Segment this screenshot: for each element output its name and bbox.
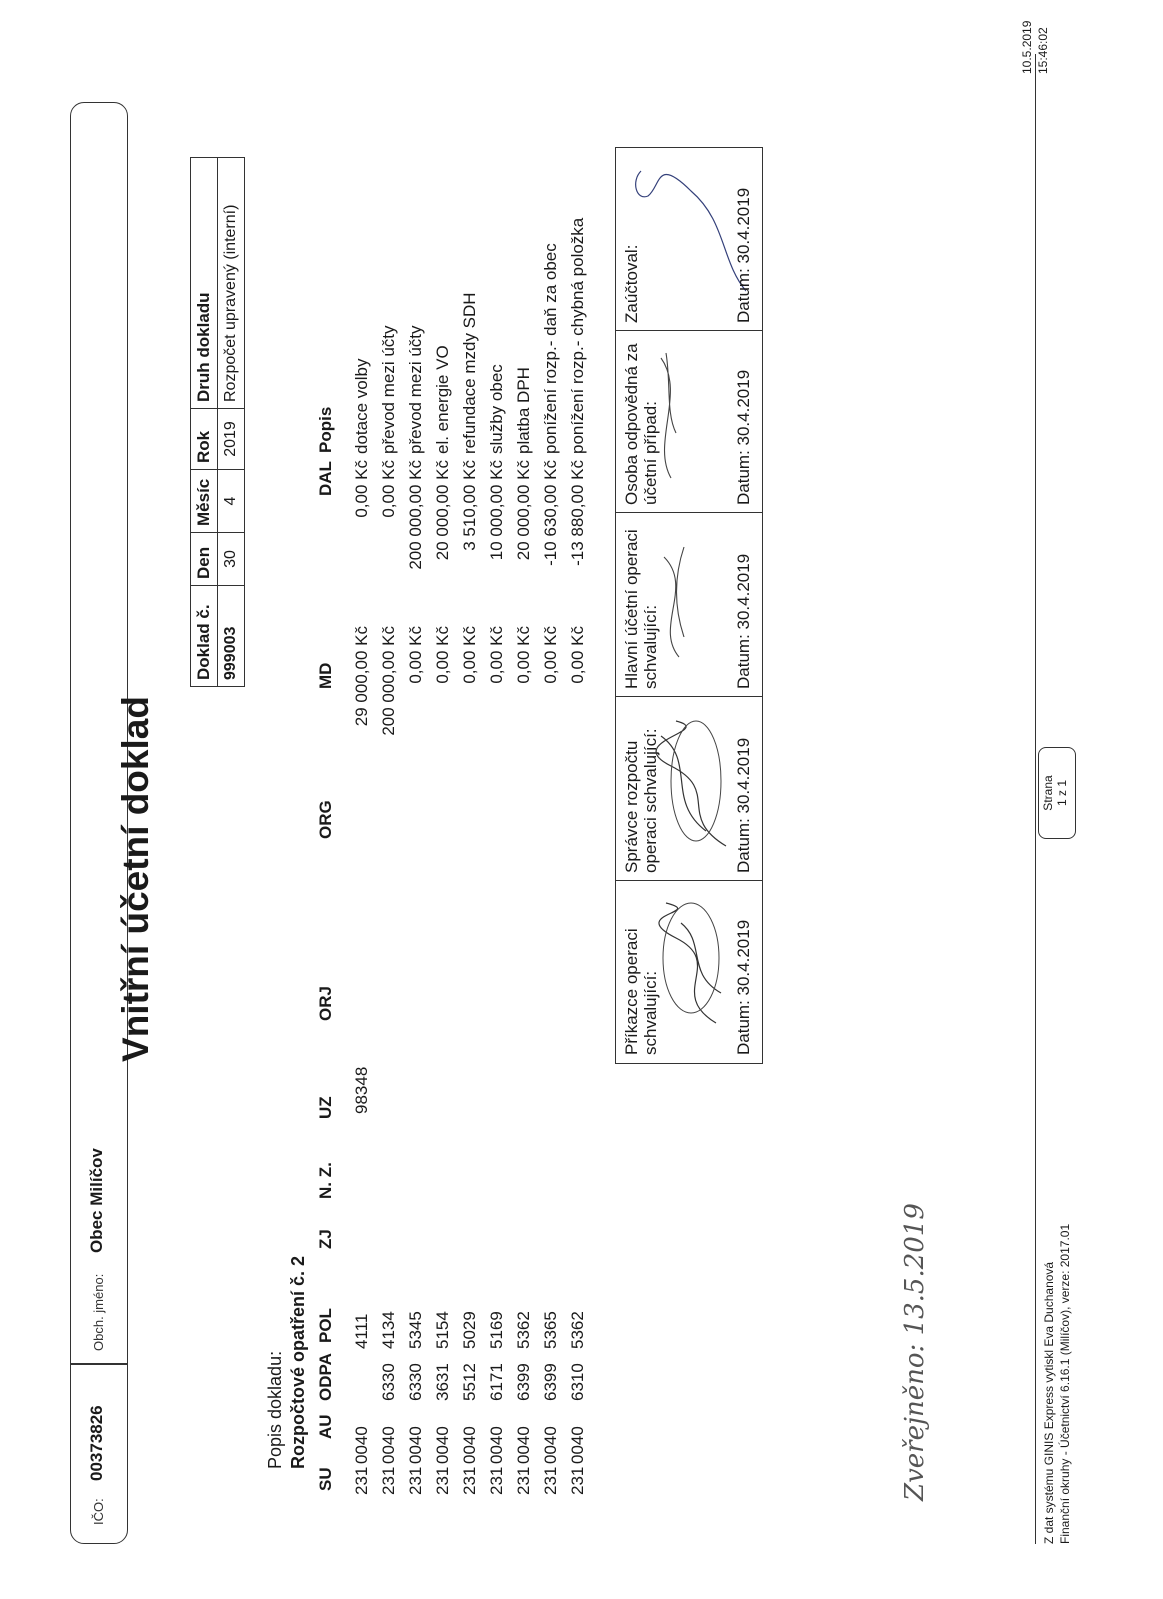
footer-system-info: Finanční okruhy - Účetnictví 6.16.1 (Milíčov), verze: 2017.01: [1058, 1223, 1072, 1544]
doc-type-header: Druh dokladu: [191, 158, 218, 409]
cell-popis: převod mezi účty: [379, 325, 398, 454]
cell-popis: el. energie VO: [433, 345, 452, 454]
cell-au: 0040: [433, 1426, 452, 1464]
col-uz: UZ: [316, 1096, 335, 1119]
cell-md: 29 000,00 Kč: [352, 626, 371, 727]
col-md: MD: [316, 662, 335, 689]
ico-value: 00373826: [87, 1405, 106, 1481]
col-au: AU: [316, 1414, 335, 1439]
cell-su: 231: [406, 1466, 425, 1495]
print-date: 10.5.2019: [1020, 20, 1034, 74]
signature-cell-spravce: [616, 696, 762, 881]
description-label: Popis dokladu:: [265, 1350, 285, 1469]
table-row: [568, 0, 594, 1599]
signature-title: Hlavní účetní operaci schvalující:: [622, 529, 660, 689]
footer-rule: [1035, 54, 1036, 1544]
col-org: ORG: [316, 800, 335, 839]
cell-odpa: 6171: [487, 1363, 506, 1401]
year-header: Rok: [191, 409, 218, 470]
col-orj: ORJ: [316, 986, 335, 1021]
cell-su: 231: [379, 1466, 398, 1495]
cell-au: 0040: [406, 1426, 425, 1464]
items-header-row: [316, 0, 346, 1599]
cell-pol: 5029: [460, 1311, 479, 1349]
signature-date: Datum: 30.4.2019: [734, 919, 753, 1055]
cell-pol: 4134: [379, 1311, 398, 1349]
signature-cell-prikazce: [616, 880, 762, 1063]
cell-odpa: 6399: [514, 1363, 533, 1401]
footer-print-info: Z dat systému GINIS Express vytiskl Eva Duchanová: [1042, 1261, 1056, 1544]
cell-popis: refundace mzdy SDH: [460, 292, 479, 454]
ico-label: IČO:: [91, 1498, 106, 1525]
cell-odpa: 3631: [433, 1363, 452, 1401]
cell-odpa: 6399: [541, 1363, 560, 1401]
cell-md: 0,00 Kč: [514, 626, 533, 684]
cell-dal: 200 000,00 Kč: [406, 460, 425, 570]
cell-pol: 5345: [406, 1311, 425, 1349]
cell-dal: -10 630,00 Kč: [541, 460, 560, 566]
cell-dal: -13 880,00 Kč: [568, 460, 587, 566]
col-dal: DAL: [316, 461, 335, 496]
signature-cell-zauctoval: [616, 148, 762, 331]
page-value: 1 z 1: [1055, 780, 1069, 807]
cell-md: 200 000,00 Kč: [379, 626, 398, 736]
cell-pol: 5169: [487, 1311, 506, 1349]
table-row: [352, 0, 378, 1599]
cell-pol: 5362: [514, 1311, 533, 1349]
signatures-box: [615, 147, 763, 1064]
handwritten-signature: [626, 151, 746, 321]
cell-popis: platba DPH: [514, 367, 533, 454]
signature-date: Datum: 30.4.2019: [734, 553, 753, 689]
signature-title: Zaúčtoval:: [622, 244, 641, 323]
table-row: [379, 0, 405, 1599]
cell-au: 0040: [352, 1426, 371, 1464]
handwritten-signature: [644, 527, 704, 677]
signature-title: Správce rozpočtu operaci schvalující:: [622, 728, 660, 873]
cell-md: 0,00 Kč: [568, 626, 587, 684]
col-su: SU: [316, 1467, 335, 1491]
table-row: [433, 0, 459, 1599]
print-time: 15:46:02: [1036, 27, 1050, 74]
handwritten-note: Zveřejněno: 13.5.2019: [900, 1203, 930, 1501]
cell-popis: dotace volby: [352, 358, 371, 454]
cell-odpa: 5512: [460, 1363, 479, 1401]
cell-odpa: 6330: [379, 1363, 398, 1401]
cell-su: 231: [514, 1466, 533, 1495]
cell-popis: ponížení rozp.- chybná položka: [568, 217, 587, 454]
cell-pol: 5365: [541, 1311, 560, 1349]
cell-md: 0,00 Kč: [487, 626, 506, 684]
cell-md: 0,00 Kč: [460, 626, 479, 684]
doc-number-value: 999003: [218, 586, 245, 687]
cell-popis: ponížení rozp.- daň za obec: [541, 243, 560, 454]
handwritten-signature: [646, 711, 741, 861]
page-label: Strana: [1041, 775, 1055, 811]
col-odpa: ODPA: [316, 1353, 335, 1401]
cell-dal: 3 510,00 Kč: [460, 460, 479, 551]
signature-date: Datum: 30.4.2019: [734, 737, 753, 873]
cell-au: 0040: [514, 1426, 533, 1464]
page-number-box: [1038, 747, 1076, 839]
cell-dal: 20 000,00 Kč: [514, 460, 533, 561]
table-row: [460, 0, 486, 1599]
handwritten-signature: [646, 893, 736, 1033]
cell-pol: 5154: [433, 1311, 452, 1349]
cell-su: 231: [487, 1466, 506, 1495]
cell-au: 0040: [460, 1426, 479, 1464]
table-row: [514, 0, 540, 1599]
year-value: 2019: [218, 409, 245, 470]
cell-pol: 5362: [568, 1311, 587, 1349]
cell-au: 0040: [568, 1426, 587, 1464]
month-header: Měsíc: [191, 470, 218, 533]
cell-dal: 0,00 Kč: [352, 460, 371, 518]
cell-popis: převod mezi účty: [406, 325, 425, 454]
signature-title: Osoba odpovědná za účetní případ:: [622, 343, 660, 505]
cell-dal: 20 000,00 Kč: [433, 460, 452, 561]
signature-cell-hlavni-ucetni: [616, 512, 762, 697]
description-value: Rozpočtové opatření č. 2: [288, 1255, 308, 1469]
cell-su: 231: [568, 1466, 587, 1495]
signature-title: Příkazce operaci schvalující:: [622, 928, 660, 1055]
doc-number-header: Doklad č.: [191, 586, 218, 687]
cell-su: 231: [352, 1466, 371, 1495]
page-title: Vnitřní účetní doklad: [115, 696, 156, 1062]
cell-odpa: 6330: [406, 1363, 425, 1401]
table-row: [487, 0, 513, 1599]
month-value: 4: [218, 470, 245, 533]
doc-type-value: Rozpočet upravený (interní): [218, 158, 245, 409]
cell-uz: 98348: [352, 1066, 371, 1114]
cell-md: 0,00 Kč: [541, 626, 560, 684]
cell-su: 231: [433, 1466, 452, 1495]
cell-dal: 10 000,00 Kč: [487, 460, 506, 561]
cell-au: 0040: [487, 1426, 506, 1464]
cell-pol: 4111: [352, 1313, 371, 1349]
name-label: Obch. jméno:: [91, 1273, 106, 1351]
name-value: Obec Milíčov: [87, 1148, 106, 1253]
signature-date: Datum: 30.4.2019: [734, 187, 753, 323]
signature-cell-odpovedna-osoba: [616, 330, 762, 513]
document-info-table: [190, 157, 245, 687]
cell-su: 231: [541, 1466, 560, 1495]
col-zj: ZJ: [316, 1229, 335, 1249]
cell-dal: 0,00 Kč: [379, 460, 398, 518]
cell-au: 0040: [541, 1426, 560, 1464]
col-popis: Popis: [316, 406, 335, 453]
day-header: Den: [191, 533, 218, 586]
col-pol: POL: [316, 1308, 335, 1343]
signature-date: Datum: 30.4.2019: [734, 369, 753, 505]
cell-md: 0,00 Kč: [406, 626, 425, 684]
table-row: [406, 0, 432, 1599]
cell-odpa: 6310: [568, 1363, 587, 1401]
table-row: [541, 0, 567, 1599]
cell-su: 231: [460, 1466, 479, 1495]
cell-md: 0,00 Kč: [433, 626, 452, 684]
col-nz: N. Z.: [316, 1162, 335, 1199]
cell-popis: služby obec: [487, 364, 506, 454]
cell-au: 0040: [379, 1426, 398, 1464]
handwritten-signature: [636, 343, 696, 493]
day-value: 30: [218, 533, 245, 586]
